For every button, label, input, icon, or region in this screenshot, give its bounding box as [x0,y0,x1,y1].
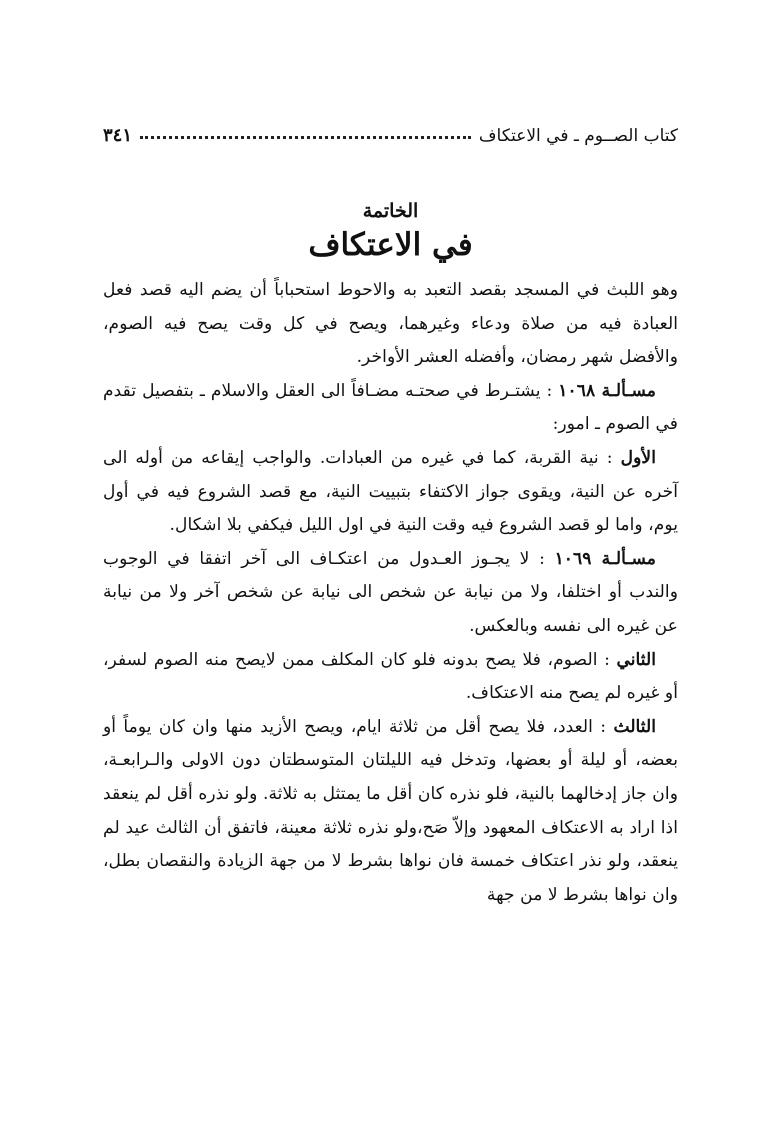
paragraph-issue-1069 [103,543,678,644]
running-header [103,112,678,146]
paragraph-text: : لا يجـوز العـدول من اعتكـاف الى آخر اتفقا في الوجوب والندب أو اختلفا، ولا من نيابة عن شخص الى نيابة عن شخص آخر ولا من نيابة عن غيره الى نفسه وبالعكس. [103,548,678,636]
condition-heading: الثاني [616,649,656,670]
paragraph-second-condition [103,644,678,711]
chapter-label: الخاتمة [362,200,419,222]
chapter-title: في الاعتكاف [308,227,473,263]
page-number: ٣٤١ [103,125,133,146]
body-text [103,274,678,912]
paragraph-text: وهو اللبث في المسجد بقصد التعبد به والاحوط استحباباً أن يضم اليه قصد فعل العبادة فيه من صلاة ودعاء وغيرهما، ويصح في كل وقت يصح فيه الصوم، والأفضل شهر رمضان، وأفضله العشر الأواخر. [103,280,678,368]
paragraph-first-condition [103,442,678,543]
issue-heading: مسـألـة ١٠٦٨ [558,380,656,401]
paragraph-intro [103,274,678,375]
paragraph-text: : يشتـرط في صحتـه مضـافاً الى العقل والاسلام ـ بتفصيل تقدم في الصوم ـ امور: [103,380,678,435]
dot-leader [140,136,471,139]
condition-heading: الأول [620,447,656,468]
book-page [103,112,678,912]
paragraph-issue-1068 [103,375,678,442]
issue-heading: مسـألـة ١٠٦٩ [554,548,656,569]
paragraph-text: : العدد، فلا يصح أقل من ثلاثة ايام، ويصح الأزيد منها وان كان يوماً أو بعضه، أو ليلة أو بعضها، وتدخل فيه الليلتان المتوسطتان دون الاولى والـرابعـة، وان جاز إدخالهما بالنية، فلو نذره كان أقل ما يمتثل به ثلاثة. ولو نذره أقل لم ينعقد اذا اراد به الاعتكاف المعهود وإلاّ صَح،ولو نذره ثلاثة معينة، فاتفق أن الثالث عيد لم ينعقد، ولو نذر اعتكاف خمسة فان نواها بشرط لا من جهة الزيادة والنقصان بطل، وان نواها بشرط لا من جهة [103,716,678,905]
condition-heading: الثالث [613,716,656,737]
running-title: كتاب الصــوم ـ في الاعتكاف [478,126,678,146]
paragraph-text: : الصوم، فلا يصح بدونه فلو كان المكلف ممن لايصح منه الصوم لسفر، أو غيره لم يصح منه الاعتكاف. [103,649,678,704]
paragraph-text: : نية القربة، كما في غيره من العبادات. والواجب إيقاعه من أوله الى آخره عن النية، ويقوى جواز الاكتفاء بتبييت النية، مع قصد الشروع فيه في أول يوم، واما لو قصد الشروع فيه وقت النية في اول الليل فيكفي بلا اشكال. [103,447,678,536]
paragraph-third-condition [103,711,678,913]
